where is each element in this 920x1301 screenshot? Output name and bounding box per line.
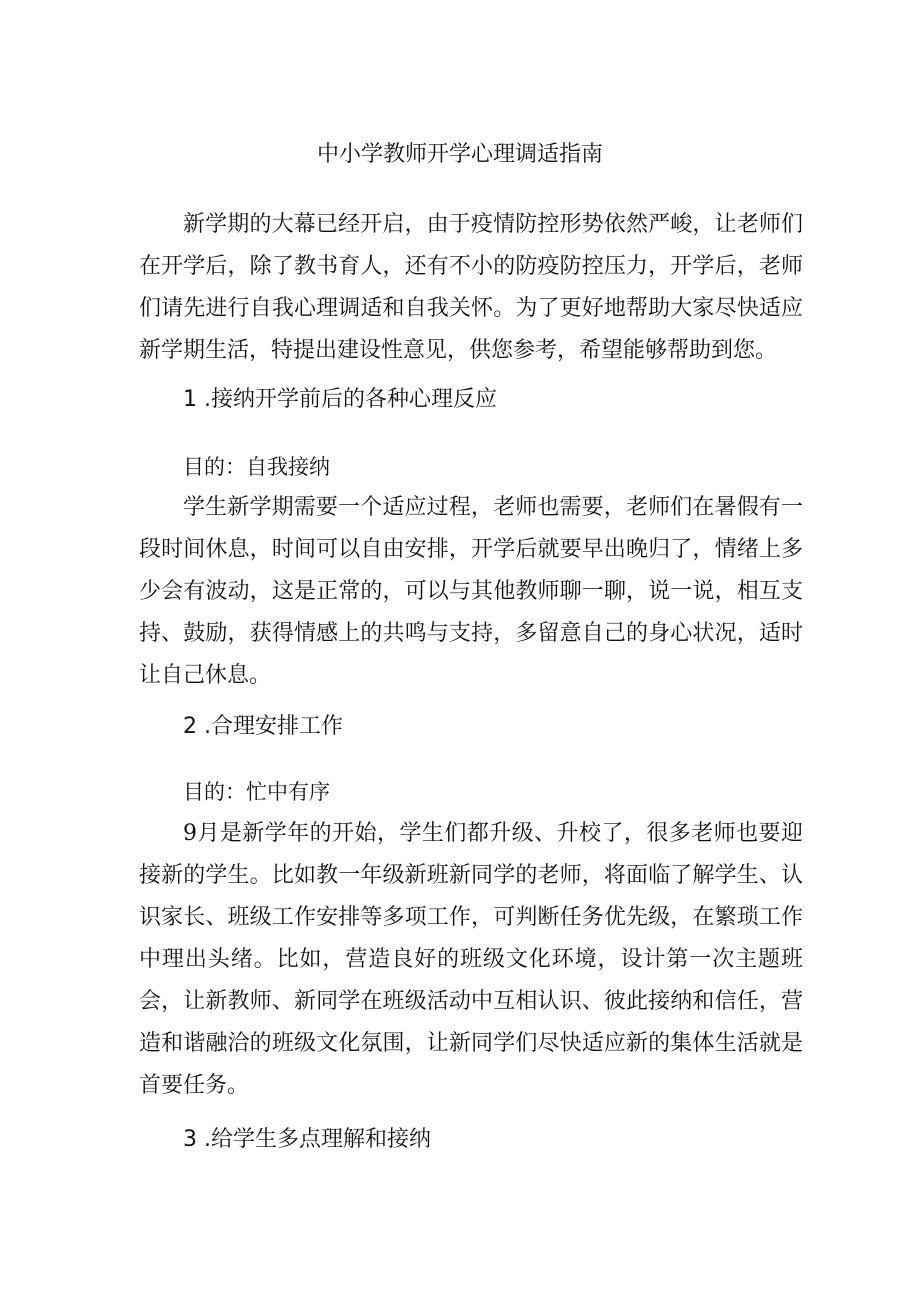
section-2-purpose: 目的：忙中有序 xyxy=(183,780,330,804)
section-1-body: 学生新学期需要一个适应过程，老师也需要，老师们在暑假有一段时间休息，时间可以自由安排，开学后就要早出晚归了，情绪上多少会有波动，这是正常的，可以与其他教师聊一聊，说一说，相互支持、鼓励，获得情感上的共鸣与支持，多留意自己的身心状况，适时让自己休息。 xyxy=(139,495,803,688)
document-title: 中小学教师开学心理调适指南 xyxy=(316,142,603,167)
section-3-heading: 3 .给学生多点理解和接纳 xyxy=(183,1127,431,1152)
intro-paragraph: 新学期的大幕已经开启，由于疫情防控形势依然严峻，让老师们在开学后，除了教书育人，还有不小的防疫防控压力，开学后，老师们请先进行自我心理调适和自我关怀。为了更好地帮助大家尽快适应新学期生活，特提出建设性意见，供您参考，希望能够帮助到您。 xyxy=(139,212,803,363)
section-2-body: 9月是新学年的开始，学生们都升级、升校了，很多老师也要迎接新的学生。比如教一年级新班新同学的老师，将面临了解学生、认识家长、班级工作安排等多项工作，可判断任务优先级，在繁琐工作中理出头绪。比如，营造良好的班级文化环境，设计第一次主题班会，让新教师、新同学在班级活动中互相认识、彼此接纳和信任，营造和谐融洽的班级文化氛围，让新同学们尽快适应新的集体生活就是首要任务。 xyxy=(139,821,803,1098)
section-2-heading: 2 .合理安排工作 xyxy=(183,714,343,739)
section-1-heading: 1 .接纳开学前后的各种心理反应 xyxy=(183,387,497,412)
section-1-purpose: 目的：自我接纳 xyxy=(183,455,330,479)
